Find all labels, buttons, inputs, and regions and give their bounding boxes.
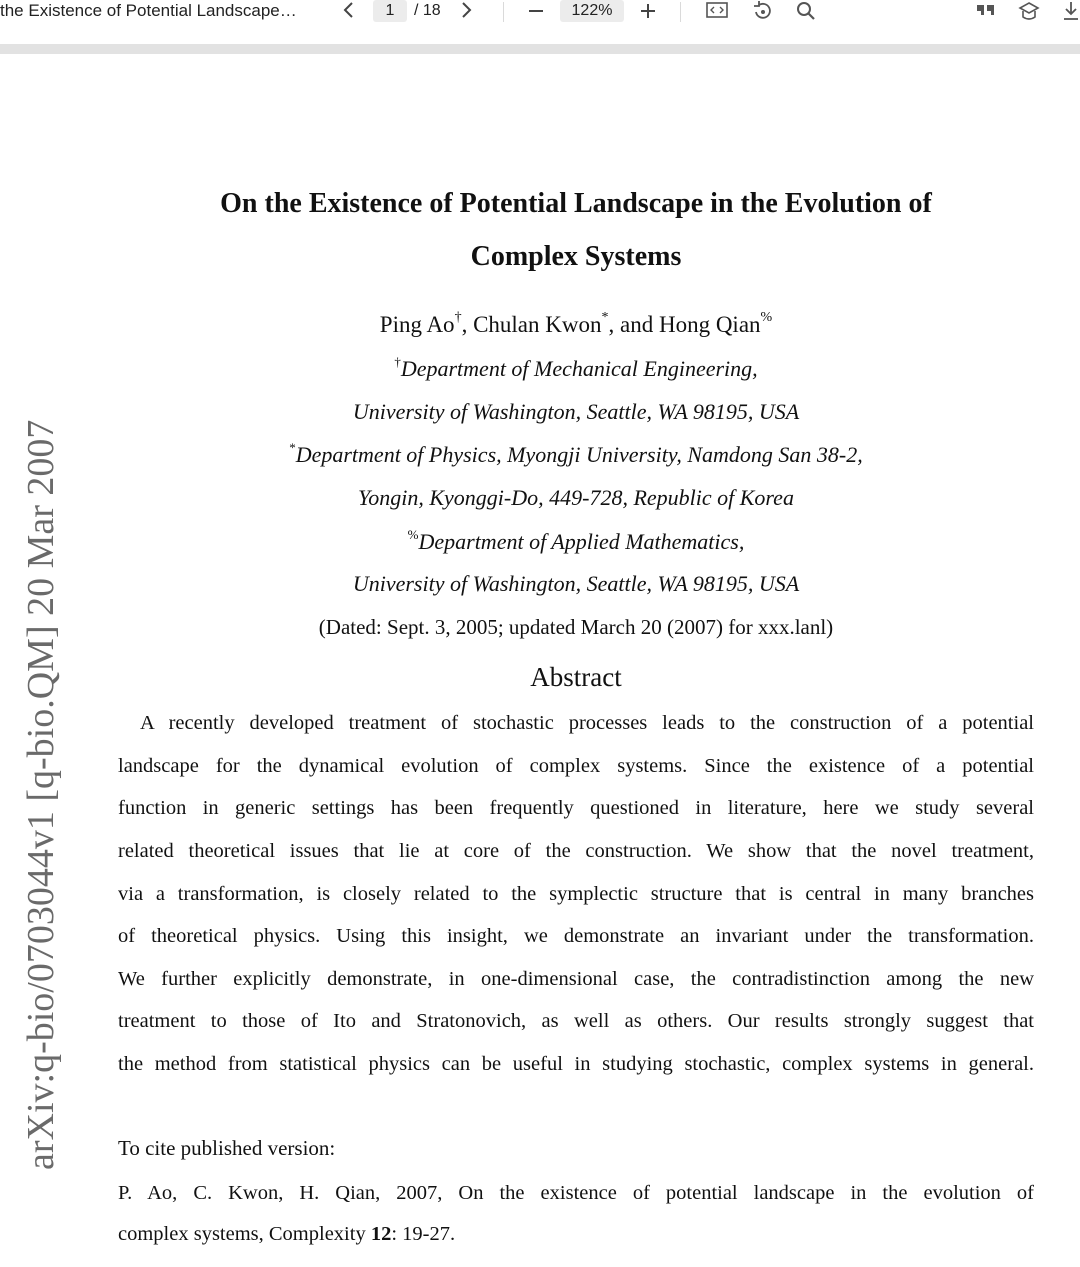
affiliation-mark: * xyxy=(601,310,609,325)
author-separator: , and xyxy=(608,312,659,337)
previous-page-icon[interactable] xyxy=(338,0,360,24)
arxiv-identifier-stamp: arXiv:q-bio/0703044v1 [q-bio.QM] 20 Mar 2007 xyxy=(20,419,62,1170)
page-number-input[interactable]: 1 xyxy=(373,0,407,22)
date-line: (Dated: Sept. 3, 2005; updated March 20 (2007) for xxx.lanl) xyxy=(318,615,834,639)
affiliation-text: Department of Mechanical Engineering, xyxy=(400,356,758,381)
toolbar-divider xyxy=(503,2,504,22)
zoom-out-icon[interactable] xyxy=(524,0,548,24)
abstract-line: related theoretical issues that lie at core of the construction. We show that the novel treatment, xyxy=(118,840,1034,862)
affiliation-mark: † xyxy=(454,310,462,325)
toolbar-divider xyxy=(680,2,681,22)
paper-title-line-1: On the Existence of Potential Landscape in the Evolution of xyxy=(220,188,932,219)
affiliation-mark: % xyxy=(760,310,773,325)
author-name: Chulan Kwon xyxy=(473,312,602,337)
author-name: Hong Qian xyxy=(658,312,761,337)
affiliation-line: Yongin, Kyonggi-Do, 449-728, Republic of Korea xyxy=(358,485,794,510)
zoom-level-input[interactable]: 122% xyxy=(560,0,624,22)
abstract-line: We further explicitly demonstrate, in one-dimensional case, the contradistinction among the new xyxy=(118,968,1034,990)
paper-title-line-2: Complex Systems xyxy=(470,241,682,272)
rotate-icon[interactable] xyxy=(750,0,774,26)
citation-line: P. Ao, C. Kwon, H. Qian, 2007, On the existence of potential landscape in the evolution of xyxy=(118,1182,1034,1204)
affiliation-line xyxy=(0,356,1080,382)
affiliation-line: University of Washington, Seattle, WA 98195, USA xyxy=(352,399,800,424)
abstract-line: of theoretical physics. Using this insight, we demonstrate an invariant under the transformation. xyxy=(118,925,1034,947)
abstract-line: the method from statistical physics can be useful in studying stochastic, complex systems in general. xyxy=(118,1053,1034,1075)
affiliation-text: Department of Applied Mathematics, xyxy=(418,529,745,554)
document-title: the Existence of Potential Landscape… xyxy=(0,1,297,20)
pdf-toolbar xyxy=(0,0,1080,44)
citation-volume: 12 xyxy=(370,1223,392,1245)
search-icon[interactable] xyxy=(794,0,818,26)
download-icon[interactable] xyxy=(1060,0,1080,26)
abstract-line: treatment to those of Ito and Stratonovich, as well as others. Our results strongly suggest that xyxy=(118,1010,1034,1032)
affiliation-text: Department of Physics, Myongji University, Namdong San 38-2, xyxy=(295,442,863,467)
author-separator: , xyxy=(461,312,474,337)
abstract-line: landscape for the dynamical evolution of complex systems. Since the existence of a potential xyxy=(118,755,1034,777)
abstract-line: via a transformation, is closely related to the symplectic structure that is central in many branches xyxy=(118,883,1034,905)
abstract-line: A recently developed treatment of stochastic processes leads to the construction of a potential xyxy=(140,712,1034,734)
affiliation-line xyxy=(0,442,1080,468)
author-list xyxy=(0,312,1080,338)
affiliation-line xyxy=(0,529,1080,555)
citation-line xyxy=(118,1221,1034,1247)
citation-pages: : 19-27. xyxy=(391,1223,456,1245)
affiliation-mark: % xyxy=(407,527,419,542)
page-total: / 18 xyxy=(414,2,441,19)
author-name: Ping Ao xyxy=(379,312,455,337)
zoom-in-icon[interactable] xyxy=(636,0,660,24)
affiliation-line: University of Washington, Seattle, WA 98195, USA xyxy=(352,571,800,596)
abstract-line: function in generic settings has been frequently questioned in literature, here we study several xyxy=(118,797,1034,819)
citation-text: complex systems, Complexity xyxy=(118,1223,371,1245)
print-icon[interactable] xyxy=(1016,0,1042,28)
citation-heading: To cite published version: xyxy=(118,1136,336,1160)
affiliation-mark: * xyxy=(289,440,296,455)
toolbar-separator xyxy=(0,44,1080,54)
fit-page-icon[interactable] xyxy=(704,0,730,24)
quote-icon[interactable] xyxy=(974,0,998,24)
abstract-heading: Abstract xyxy=(530,662,622,692)
next-page-icon[interactable] xyxy=(455,0,477,24)
affiliation-mark: † xyxy=(394,354,401,369)
